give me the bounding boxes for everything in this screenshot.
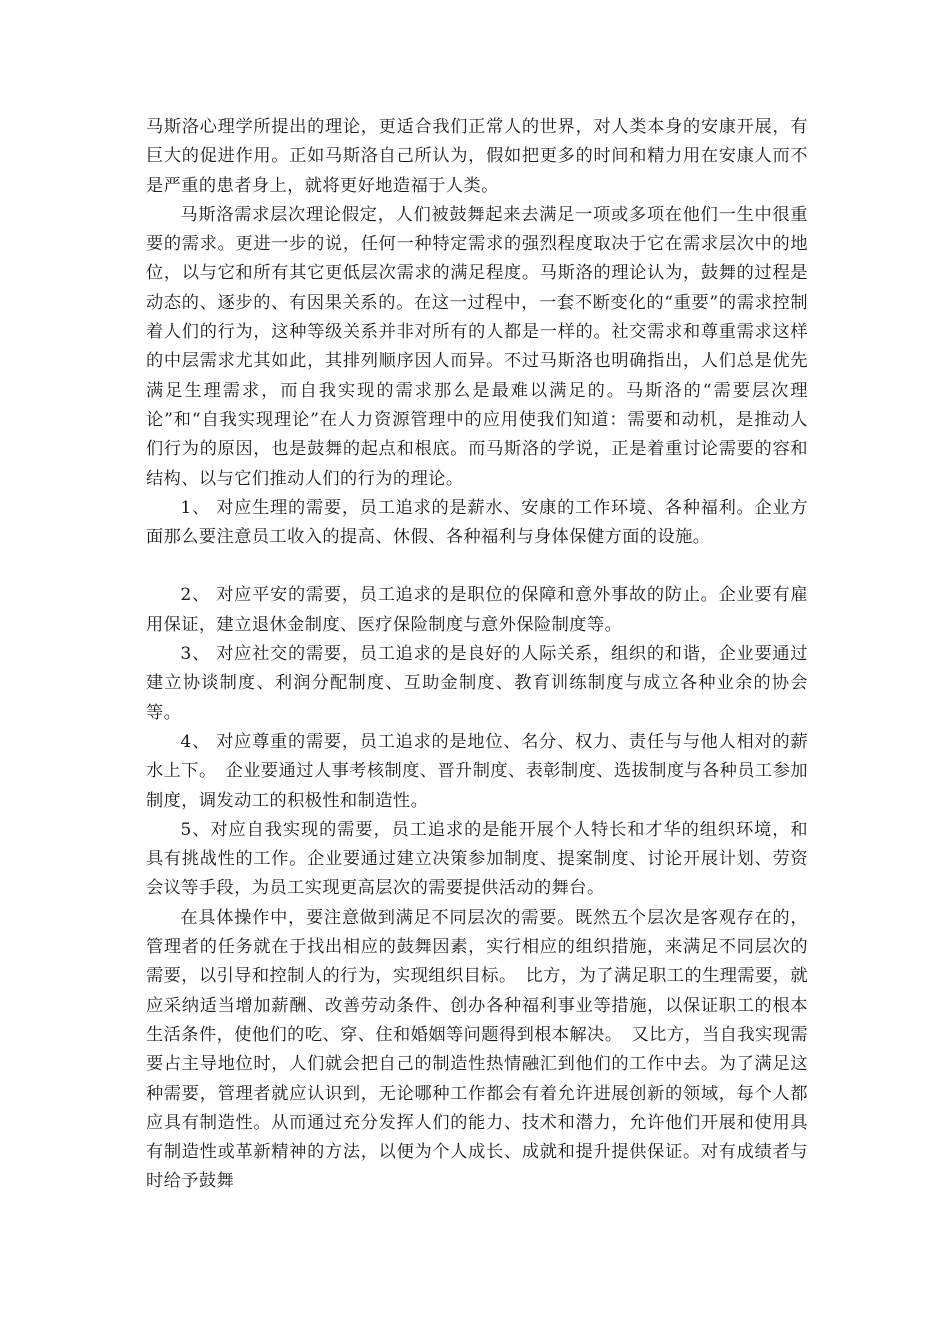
paragraph-intro: 马斯洛心理学所提出的理论，更适合我们正常人的世界，对人类本身的安康开展，有巨大的促进作用。正如马斯洛自己所认为，假如把更多的时间和精力用在安康人而不是严重的患者身上，就将更好地造福于人类。 bbox=[146, 117, 808, 196]
paragraph-need-social: 3、 对应社交的需要，员工追求的是良好的人际关系，组织的和谐，企业要通过建立协谈制度、利润分配制度、互助金制度、教育训练制度与成立各种业余的协会等。 bbox=[146, 644, 808, 723]
paragraph-need-physiological: 1、 对应生理的需要，员工追求的是薪水、安康的工作环境、各种福利。企业方面那么要注意员工收入的提高、休假、各种福利与身体保健方面的设施。 bbox=[146, 497, 808, 548]
paragraph-need-self-actualization: 5、对应自我实现的需要，员工追求的是能开展个人特长和才华的组织环境，和具有挑战性的工作。企业要通过建立决策参加制度、提案制度、讨论开展计划、劳资会议等手段，为员工实现更高层次的需要提供活动的舞台。 bbox=[146, 819, 808, 899]
paragraph-practice: 在具体操作中，要注意做到满足不同层次的需要。既然五个层次是客观存在的，管理者的任务就在于找出相应的鼓舞因素，实行相应的组织措施，来满足不同层次的需要，以引导和控制人的行为，实现组织目标。 比方，为了满足职工的生理需要，就应采纳适当增加薪酬、改善劳动条件、创办各种福利事业等措施，以保证职工的根本生活条件，使他们的吃、穿、住和婚姻等问题得到根本解决。 又比方，当自我实现需要占主导地位时，人们就会把自己的制造性热情融汇到他们的工作中去。为了满足这种需要，管理者就应认识到，无论哪种工作都会有着允许进展创新的领域，每个人都应具有制造性。从而通过充分发挥人们的能力、技术和潜力，允许他们开展和使用具有制造性或革新精神的方法，以便为个人成长、成就和提升提供保证。对有成绩者与时给予鼓舞 bbox=[146, 907, 808, 1192]
paragraph-need-esteem: 4、 对应尊重的需要，员工追求的是地位、名分、权力、责任与与他人相对的薪水上下。 企业要通过人事考核制度、晋升制度、表彰制度、选拔制度与各种员工参加制度，调发动工的积极性和制造性。 bbox=[146, 731, 808, 811]
document-body bbox=[146, 113, 808, 1197]
paragraph-theory: 马斯洛需求层次理论假定，人们被鼓舞起来去满足一项或多项在他们一生中很重要的需求。更进一步的说，任何一种特定需求的强烈程度取决于它在需求层次中的地位，以与它和所有其它更低层次需求的满足程度。马斯洛的理论认为，鼓舞的过程是动态的、逐步的、有因果关系的。在这一过程中，一套不断变化的“重要”的需求控制着人们的行为，这种等级关系并非对所有的人都是一样的。社交需求和尊重需求这样的中层需求尤其如此，其排列顺序因人而异。不过马斯洛也明确指出，人们总是优先满足生理需求，而自我实现的需求那么是最难以满足的。马斯洛的“需要层次理论”和“自我实现理论”在人力资源管理中的应用使我们知道：需要和动机，是推动人们行为的原因，也是鼓舞的起点和根底。而马斯洛的学说，正是着重讨论需要的容和结构、以与它们推动人们的行为的理论。 bbox=[146, 204, 808, 489]
blank-line bbox=[146, 552, 808, 581]
paragraph-need-safety: 2、 对应平安的需要，员工追求的是职位的保障和意外事故的防止。企业要有雇用保证，建立退休金制度、医疗保险制度与意外保险制度等。 bbox=[146, 585, 808, 635]
